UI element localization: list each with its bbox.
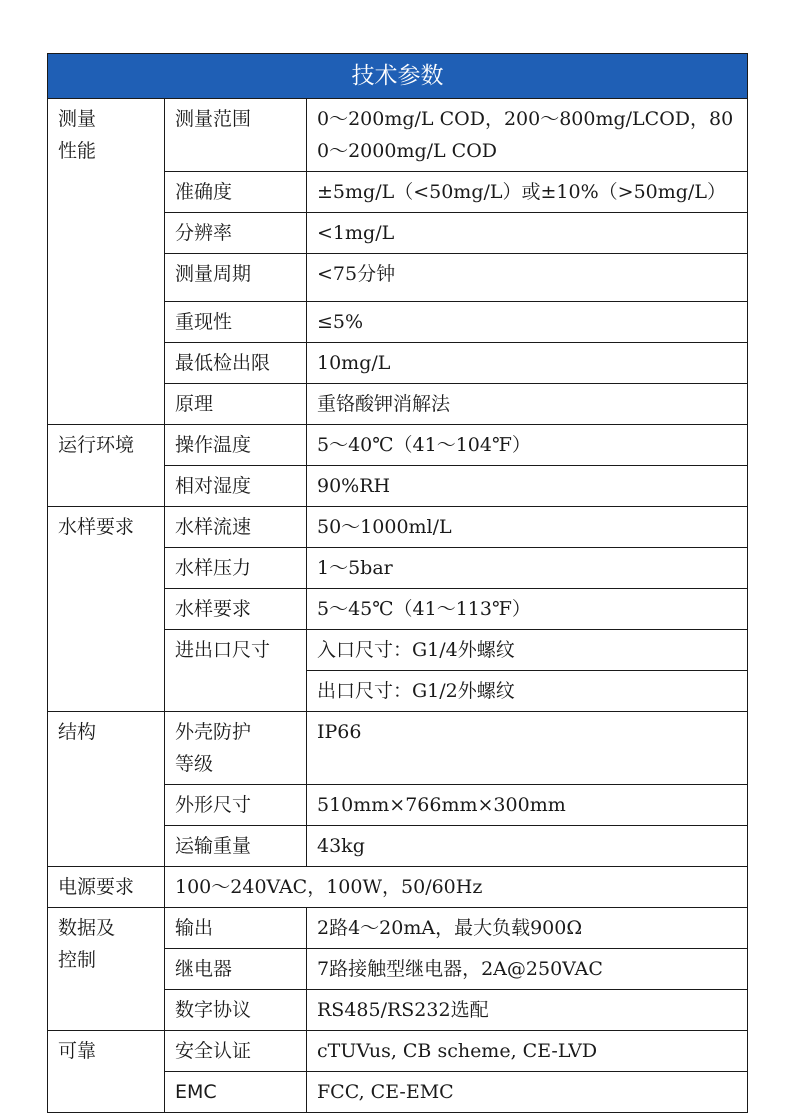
value-pressure: 1～5bar <box>307 548 748 589</box>
param-sample-req: 水样要求 <box>165 589 307 630</box>
param-dimensions: 外形尺寸 <box>165 785 307 826</box>
value-protocol: RS485/RS232选配 <box>307 990 748 1031</box>
value-emc: FCC, CE-EMC <box>307 1072 748 1113</box>
param-cycle: 测量周期 <box>165 254 307 302</box>
param-detection-limit: 最低检出限 <box>165 343 307 384</box>
header-row <box>48 54 748 99</box>
param-operating-temp: 操作温度 <box>165 425 307 466</box>
category-measurement: 测量 性能 <box>48 99 165 425</box>
value-outlet-size: 出口尺寸：G1/2外螺纹 <box>307 671 748 712</box>
table-title: 技术参数 <box>48 54 748 99</box>
table-row <box>48 425 748 466</box>
param-principle: 原理 <box>165 384 307 425</box>
param-emc: EMC <box>165 1072 307 1113</box>
param-measure-range: 测量范围 <box>165 99 307 172</box>
spec-table <box>47 53 748 1113</box>
table-row <box>48 1031 748 1072</box>
param-relay: 继电器 <box>165 949 307 990</box>
value-measure-range: 0～200mg/L COD，200～800mg/LCOD，800～2000mg/L COD <box>307 99 748 172</box>
category-reliability: 可靠 <box>48 1031 165 1113</box>
value-enclosure: IP66 <box>307 712 748 785</box>
param-protocol: 数字协议 <box>165 990 307 1031</box>
value-repeatability: ≤5% <box>307 302 748 343</box>
value-detection-limit: 10mg/L <box>307 343 748 384</box>
param-weight: 运输重量 <box>165 826 307 867</box>
value-safety: cTUVus, CB scheme, CE-LVD <box>307 1031 748 1072</box>
value-operating-temp: 5～40℃（41～104℉） <box>307 425 748 466</box>
category-structure: 结构 <box>48 712 165 867</box>
param-output: 输出 <box>165 908 307 949</box>
param-enclosure: 外壳防护 等级 <box>165 712 307 785</box>
param-safety: 安全认证 <box>165 1031 307 1072</box>
value-power: 100～240VAC，100W，50/60Hz <box>165 867 748 908</box>
table-row <box>48 99 748 172</box>
table-row <box>48 712 748 785</box>
value-accuracy: ±5mg/L（<50mg/L）或±10%（>50mg/L） <box>307 172 748 213</box>
value-humidity: 90%RH <box>307 466 748 507</box>
value-flow-rate: 50～1000ml/L <box>307 507 748 548</box>
value-sample-req: 5～45℃（41～113℉） <box>307 589 748 630</box>
value-resolution: <1mg/L <box>307 213 748 254</box>
param-flow-rate: 水样流速 <box>165 507 307 548</box>
category-power: 电源要求 <box>48 867 165 908</box>
param-port-size: 进出口尺寸 <box>165 630 307 712</box>
category-environment: 运行环境 <box>48 425 165 507</box>
value-principle: 重铬酸钾消解法 <box>307 384 748 425</box>
table-row <box>48 908 748 949</box>
param-pressure: 水样压力 <box>165 548 307 589</box>
param-humidity: 相对湿度 <box>165 466 307 507</box>
param-repeatability: 重现性 <box>165 302 307 343</box>
table-row <box>48 507 748 548</box>
value-inlet-size: 入口尺寸：G1/4外螺纹 <box>307 630 748 671</box>
value-cycle: <75分钟 <box>307 254 748 302</box>
value-relay: 7路接触型继电器，2A@250VAC <box>307 949 748 990</box>
category-data-control: 数据及 控制 <box>48 908 165 1031</box>
param-resolution: 分辨率 <box>165 213 307 254</box>
category-sample: 水样要求 <box>48 507 165 712</box>
value-output: 2路4～20mA，最大负载900Ω <box>307 908 748 949</box>
value-dimensions: 510mm×766mm×300mm <box>307 785 748 826</box>
param-accuracy: 准确度 <box>165 172 307 213</box>
table-row <box>48 867 748 908</box>
value-weight: 43kg <box>307 826 748 867</box>
